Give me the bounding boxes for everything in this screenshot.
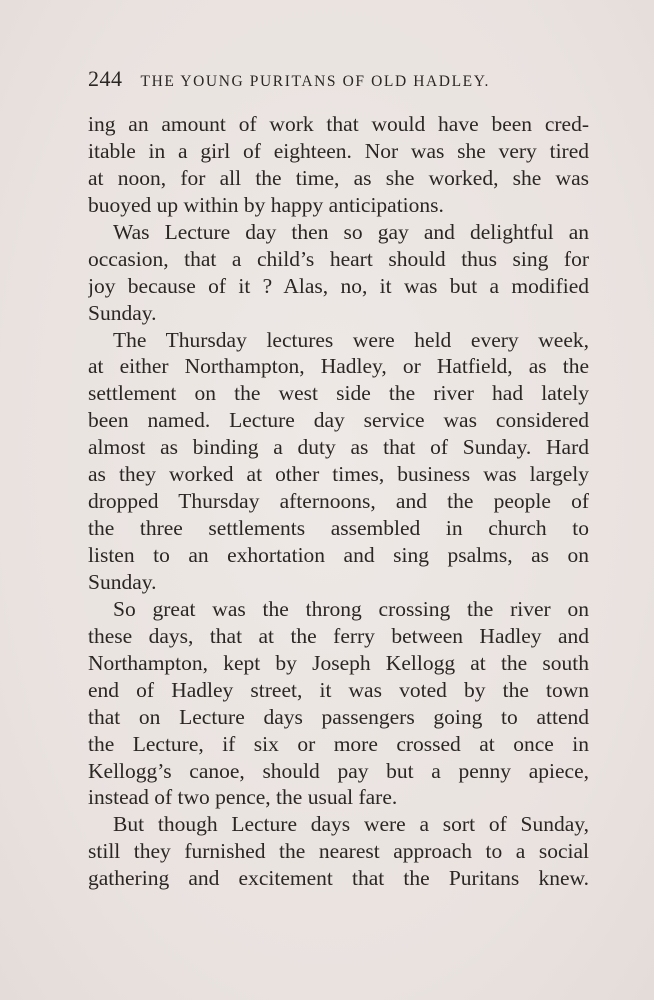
text-line: still they furnished the nearest approach to a social [88,839,589,864]
text-line: itable in a girl of eighteen. Nor was she very tired [88,138,589,163]
text-line: So great was the throng crossing the river on [113,596,589,621]
text-line: joy because of it ? Alas, no, it was but a modified [88,273,589,298]
text-line: settlement on the west side the river had lately [88,381,589,406]
text-line: listen to an exhortation and sing psalms, as on [88,543,589,567]
text-line: Northampton, kept by Joseph Kellogg at the south [88,650,589,675]
text-line: at either Northampton, Hadley, or Hatfield, as the [88,354,589,379]
running-head-title: THE YOUNG PURITANS OF OLD HADLEY. [140,73,491,90]
text-line: But though Lecture days were a sort of Sunday, [113,812,589,837]
text-line: almost as binding a duty as that of Sunday. Hard [88,435,589,460]
text-line: as they worked at other times, business was largely [88,462,589,487]
text-line: occasion, that a child’s heart should thus sing for [88,246,589,271]
page-number: 244 [88,66,123,91]
text-line: Sunday. [88,569,157,594]
text-line: end of Hadley street, it was voted by the town [88,677,589,702]
text-line: at noon, for all the time, as she worked, she was [88,165,589,190]
text-line: gathering and excitement that the Puritans knew. [88,866,589,891]
text-line: Was Lecture day then so gay and delightful an [113,219,589,244]
text-line: dropped Thursday afternoons, and the people of [88,489,589,514]
text-line: instead of two pence, the usual fare. [88,785,398,810]
text-line: been named. Lecture day service was considered [88,408,589,433]
running-head [88,66,568,94]
text-line: the Lecture, if six or more crossed at once in [88,731,589,756]
text-line: the three settlements assembled in church to [88,516,589,541]
text-line: The Thursday lectures were held every week, [113,327,589,352]
text-line: these days, that at the ferry between Hadley and [88,623,589,648]
text-line: buoyed up within by happy anticipations. [88,192,444,217]
body-text [88,111,589,892]
text-line: Sunday. [88,300,157,325]
text-line: that on Lecture days passengers going to attend [88,704,589,729]
text-line: ing an amount of work that would have been cred- [88,112,589,136]
text-line: Kellogg’s canoe, should pay but a penny apiece, [88,758,589,783]
